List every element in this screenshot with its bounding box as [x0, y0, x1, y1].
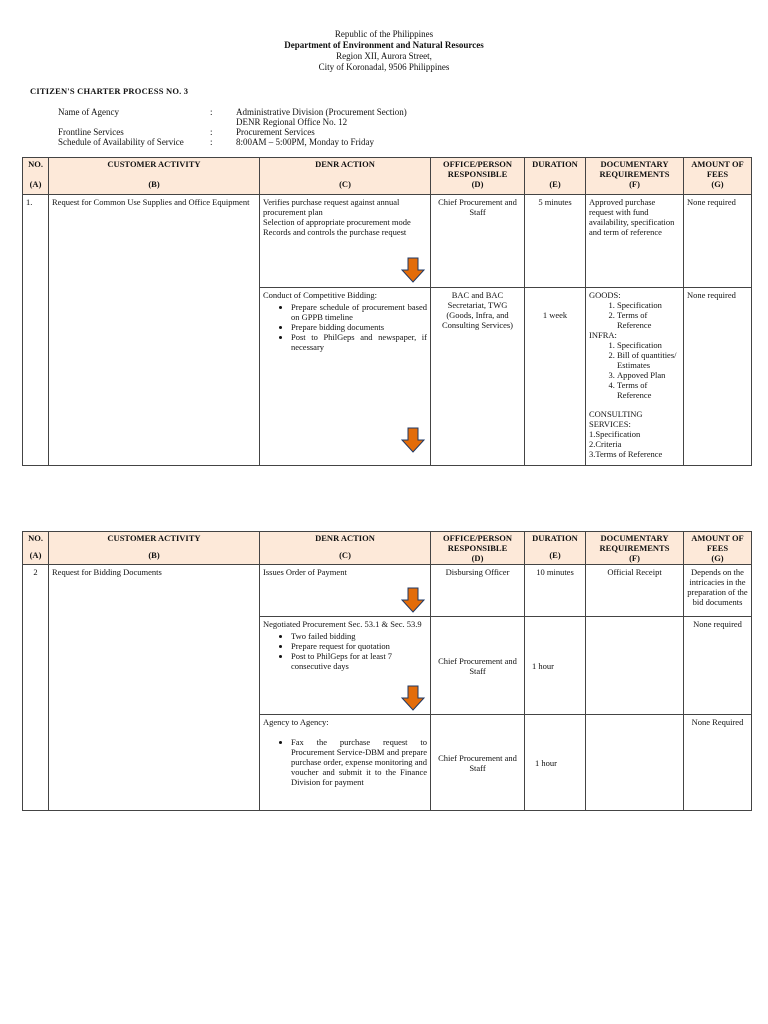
office-responsible: Chief Procurement and Staff [431, 195, 525, 288]
col-header: DENR ACTION (C) [260, 158, 431, 195]
amount-of-fees: None required [684, 288, 752, 466]
list-item: • Two failed bidding [291, 631, 427, 641]
down-arrow-icon [401, 685, 425, 711]
letterhead [0, 29, 768, 73]
table-row [23, 565, 752, 617]
info-value: Administrative Division (Procurement Section) [236, 107, 407, 117]
duration: 1 hour [525, 617, 586, 715]
col-header: NO. (A) [23, 532, 49, 565]
office-responsible: BAC and BAC Secretariat, TWG (Goods, Infra, and Consulting Services) [431, 288, 525, 466]
list-item: • Post to PhilGeps and newspaper, if necessary [291, 332, 427, 352]
info-colon: : [210, 137, 213, 147]
action-title: Conduct of Competitive Bidding: [263, 290, 378, 300]
action-title: Negotiated Procurement Sec. 53.1 & Sec. 53.9 [263, 619, 422, 629]
amount-of-fees: Depends on the intricacies in the preparation of the bid documents [684, 565, 752, 617]
list-item: • Fax the purchase request to Procurement Service-DBM and prepare purchase order, expense monitoring and voucher and submit it to the Finance Division for payment [291, 737, 427, 787]
action-list [263, 631, 427, 671]
action-list [263, 737, 427, 787]
denr-action [260, 617, 431, 715]
info-colon: : [210, 107, 213, 117]
duration: 1 hour [525, 715, 586, 811]
col-header: AMOUNT OF FEES (G) [684, 532, 752, 565]
customer-activity: Request for Bidding Documents [49, 565, 260, 811]
process-title: CITIZEN'S CHARTER PROCESS NO. 3 [30, 86, 189, 96]
office-responsible: Chief Procurement and Staff [431, 617, 525, 715]
col-header: DENR ACTION (C) [260, 532, 431, 565]
documentary-requirements [586, 617, 684, 715]
office-responsible: Chief Procurement and Staff [431, 715, 525, 811]
col-header: DURATION (E) [525, 532, 586, 565]
list-item: • Prepare request for quotation [291, 641, 427, 651]
amount-of-fees: None required [684, 195, 752, 288]
service-info [58, 107, 407, 147]
col-header: OFFICE/PERSON RESPONSIBLE (D) [431, 158, 525, 195]
table-header-row [23, 532, 752, 565]
info-value: 8:00AM – 5:00PM, Monday to Friday [236, 137, 375, 147]
charter-table-1 [22, 157, 752, 466]
documentary-requirements [586, 715, 684, 811]
col-header: NO. (A) [23, 158, 49, 195]
row-number: 1. [23, 195, 49, 466]
goods-label: GOODS: [589, 290, 621, 300]
denr-action [260, 288, 431, 466]
list-item: 1. Specification [617, 340, 680, 350]
amount-of-fees: None required [684, 617, 752, 715]
down-arrow-icon [401, 427, 425, 453]
col-header: CUSTOMER ACTIVITY (B) [49, 158, 260, 195]
col-header: DOCUMENTARY REQUIREMENTS (F) [586, 532, 684, 565]
consulting-label: CONSULTING SERVICES: [589, 409, 643, 429]
list-item: 4. Terms of Reference [617, 380, 680, 400]
action-title: Agency to Agency: [263, 717, 329, 727]
list-item: 3. Appoved Plan [617, 370, 680, 380]
header-line-2: Department of Environment and Natural Resources [284, 40, 484, 50]
col-header: DURATION (E) [525, 158, 586, 195]
table-header-row [23, 158, 752, 195]
list-item: • Prepare bidding documents [291, 322, 427, 332]
info-colon: : [210, 127, 213, 137]
duration: 1 week [525, 288, 586, 466]
header-line-3: Region XII, Aurora Street, [336, 51, 432, 61]
action-line: Issues Order of Payment [263, 567, 347, 577]
info-key: Schedule of Availability of Service [58, 137, 184, 147]
action-line: Records and controls the purchase request [263, 227, 407, 237]
infra-label: INFRA: [589, 330, 617, 340]
action-line: Selection of appropriate procurement mode [263, 217, 411, 227]
office-responsible: Disbursing Officer [431, 565, 525, 617]
row-number: 2 [23, 565, 49, 811]
table-row [23, 195, 752, 288]
duration: 5 minutes [525, 195, 586, 288]
goods-list [589, 300, 680, 330]
list-item: • Prepare schedule of procurement based on GPPB timeline [291, 302, 427, 322]
col-header: AMOUNT OF FEES (G) [684, 158, 752, 195]
customer-activity: Request for Common Use Supplies and Office Equipment [49, 195, 260, 466]
header-line-4: City of Koronadal, 9506 Philippines [318, 62, 450, 72]
denr-action [260, 565, 431, 617]
documentary-requirements: Official Receipt [586, 565, 684, 617]
list-item: 1. Specification [617, 300, 680, 310]
down-arrow-icon [401, 257, 425, 283]
action-list [263, 302, 427, 352]
list-item: • Post to PhilGeps for at least 7 consecutive days [291, 651, 427, 671]
info-key: Frontline Services [58, 127, 124, 137]
list-item: 3.Terms of Reference [589, 449, 663, 459]
duration: 10 minutes [525, 565, 586, 617]
denr-action [260, 195, 431, 288]
down-arrow-icon [401, 587, 425, 613]
info-value: Procurement Services [236, 127, 315, 137]
amount-of-fees: None Required [684, 715, 752, 811]
charter-table-2 [22, 531, 752, 811]
info-value: DENR Regional Office No. 12 [236, 117, 348, 127]
denr-action [260, 715, 431, 811]
col-header: OFFICE/PERSON RESPONSIBLE (D) [431, 532, 525, 565]
action-line: Verifies purchase request against annual procurement plan [263, 197, 400, 217]
list-item: 2. Terms of Reference [617, 310, 680, 330]
infra-list [589, 340, 680, 400]
col-header: CUSTOMER ACTIVITY (B) [49, 532, 260, 565]
list-item: 2. Bill of quantities/ Estimates [617, 350, 680, 370]
info-key: Name of Agency [58, 107, 119, 117]
documentary-requirements [586, 288, 684, 466]
documentary-requirements: Approved purchase request with fund availability, specification and term of reference [586, 195, 684, 288]
list-item: 2.Criteria [589, 439, 622, 449]
col-header: DOCUMENTARY REQUIREMENTS (F) [586, 158, 684, 195]
list-item: 1.Specification [589, 429, 641, 439]
header-line-1: Republic of the Philippines [334, 29, 434, 39]
